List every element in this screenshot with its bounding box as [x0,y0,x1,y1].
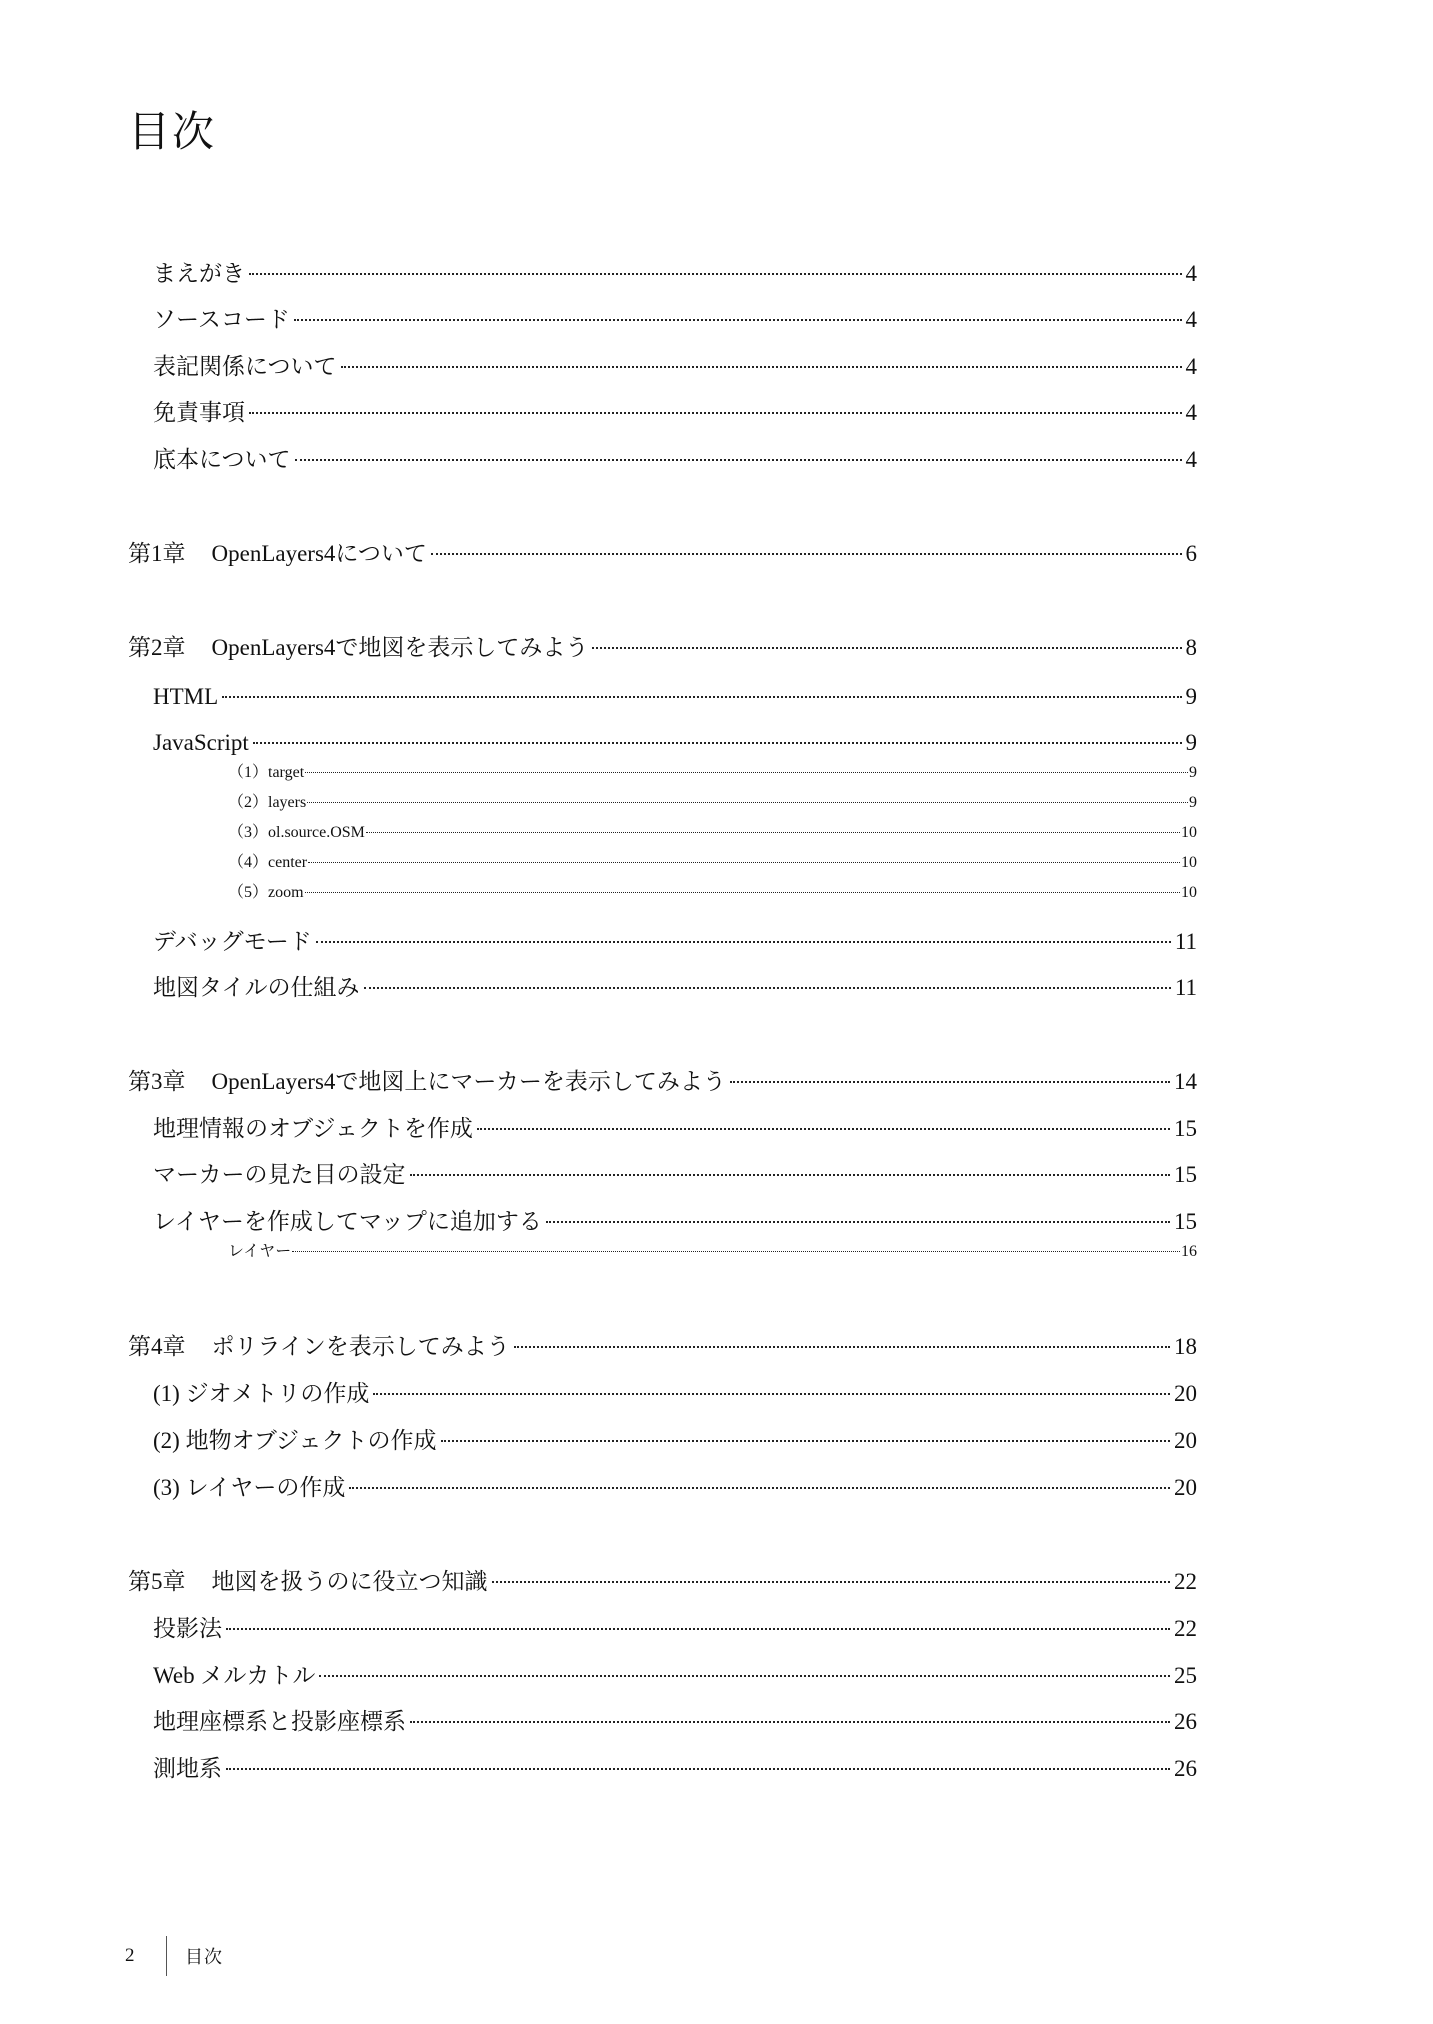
toc-subentry[interactable] [228,885,1197,901]
toc-entry[interactable] [153,731,1197,754]
toc-entry-page: 11 [1174,929,1197,954]
page-footer [125,1936,223,1976]
toc-entry[interactable] [153,1710,1197,1733]
toc-chapter[interactable] [128,1070,1197,1093]
toc-entry-label: (2) 地物オブジェクトの作成 [153,1428,437,1453]
dot-leader [295,459,1182,461]
toc-entry-page: 10 [1181,854,1197,871]
toc-entry-page: 9 [1189,764,1197,781]
dot-leader [492,1581,1171,1583]
toc-entry-label: （1）target [228,764,305,781]
dot-leader [477,1128,1170,1130]
dot-leader [349,1487,1170,1489]
dot-leader [222,696,1181,698]
toc-entry-page: 9 [1185,730,1197,755]
footer-divider [166,1936,167,1976]
toc-entry[interactable] [153,308,1197,331]
toc-entry-page: 15 [1174,1162,1197,1187]
toc-subentry[interactable] [228,855,1197,871]
toc-entry-label: (1) ジオメトリの作成 [153,1381,370,1406]
chapter-title: OpenLayers4で地図上にマーカーを表示してみよう [211,1069,726,1094]
dot-leader [307,802,1188,803]
chapter-number: 第4章 [128,1334,186,1359]
toc-entry-label: JavaScript [153,730,249,755]
dot-leader [364,987,1171,989]
toc-entry-label: ソースコード [153,307,290,332]
dot-leader [410,1174,1170,1176]
toc-entry-page: 15 [1174,1116,1197,1141]
toc-entry-page: 20 [1174,1381,1197,1406]
toc-entry-label: 測地系 [153,1756,222,1781]
toc-entry[interactable] [153,1617,1197,1640]
toc-entry-page: 6 [1185,541,1197,566]
toc-entry-page: 4 [1185,261,1197,286]
dot-leader [305,892,1180,893]
dot-leader [341,366,1182,368]
dot-leader [410,1721,1170,1723]
toc-entry-page: 16 [1181,1243,1197,1260]
dot-leader [292,1251,1180,1252]
dot-leader [226,1768,1170,1770]
toc-entry-label: レイヤーを作成してマップに追加する [153,1209,542,1234]
toc-entry[interactable] [153,1163,1197,1186]
toc-entry-page: 8 [1185,635,1197,660]
toc-entry-label: （5）zoom [228,884,304,901]
chapter-heading [128,1335,510,1358]
toc-entry-label: マーカーの見た目の設定 [153,1162,406,1187]
toc-entry-page: 20 [1174,1475,1197,1500]
footer-page-number: 2 [125,1945,135,1966]
dot-leader [226,1628,1170,1630]
chapter-heading [128,1070,726,1093]
chapter-number: 第3章 [128,1069,186,1094]
toc-subentry[interactable] [228,765,1197,781]
toc-entry-page: 15 [1174,1209,1197,1234]
chapter-title: OpenLayers4について [211,541,427,566]
dot-leader [249,273,1182,275]
toc-entry-label: HTML [153,684,219,709]
toc-entry-page: 26 [1174,1756,1197,1781]
toc-entry-page: 14 [1174,1069,1197,1094]
dot-leader [305,772,1188,773]
toc-entry-page: 10 [1181,824,1197,841]
chapter-title: ポリラインを表示してみよう [211,1334,510,1359]
toc-entry[interactable] [153,685,1197,708]
dot-leader [546,1221,1170,1223]
toc-entry-page: 22 [1174,1569,1197,1594]
toc-entry[interactable] [153,262,1197,285]
toc-entry-page: 22 [1174,1616,1197,1641]
toc-entry[interactable] [153,448,1197,471]
toc-entry-page: 4 [1185,447,1197,472]
toc-subentry[interactable] [228,825,1197,841]
toc-entry-label: 表記関係について [153,354,337,379]
toc-chapter[interactable] [128,1570,1197,1593]
toc-entry[interactable] [153,1429,1197,1452]
dot-leader [319,1675,1170,1677]
toc-entry-label: 底本について [153,447,291,472]
toc-subentry[interactable] [228,795,1197,811]
toc-entry[interactable] [153,930,1197,953]
toc-entry-label: レイヤー [228,1243,292,1260]
toc-entry-label: （3）ol.source.OSM [228,824,365,841]
toc-heading: 目次 [128,110,217,156]
toc-entry-label: 投影法 [153,1616,222,1641]
dot-leader [592,647,1181,649]
toc-entry-label: （4）center [228,854,308,871]
dot-leader [366,832,1180,833]
dot-leader [308,862,1180,863]
chapter-number: 第2章 [128,635,186,660]
toc-chapter[interactable] [128,636,1197,659]
toc-entry[interactable] [153,355,1197,378]
toc-entry[interactable] [153,1664,1197,1687]
toc-entry-page: 20 [1174,1428,1197,1453]
toc-entry-label: まえがき [153,261,245,286]
toc-entry[interactable] [153,401,1197,424]
toc-entry[interactable] [153,1476,1197,1499]
toc-entry-label: Web メルカトル [153,1663,316,1688]
dot-leader [441,1440,1171,1442]
chapter-heading [128,636,588,659]
toc-entry-label: 地理情報のオブジェクトを作成 [153,1116,473,1141]
dot-leader [730,1081,1170,1083]
toc-entry[interactable] [153,1757,1197,1780]
toc-entry[interactable] [153,1117,1197,1140]
toc-subentry[interactable] [228,1244,1197,1260]
toc-entry-label: 免責事項 [153,400,245,425]
chapter-heading [128,1570,488,1593]
toc-entry-label: （2）layers [228,794,307,811]
dot-leader [373,1393,1170,1395]
toc-entry-page: 4 [1185,307,1197,332]
chapter-number: 第5章 [128,1569,186,1594]
toc-entry[interactable] [153,976,1197,999]
toc-entry-page: 9 [1189,794,1197,811]
toc-entry-page: 26 [1174,1709,1197,1734]
toc-entry-page: 10 [1181,884,1197,901]
toc-entry-label: 地図タイルの仕組み [153,975,360,1000]
toc-entry-page: 4 [1185,400,1197,425]
toc-entry-label: (3) レイヤーの作成 [153,1475,346,1500]
toc-entry-label: デバッグモード [153,929,312,954]
toc-entry-page: 18 [1174,1334,1197,1359]
chapter-title: OpenLayers4で地図を表示してみよう [211,635,589,660]
toc-chapter[interactable] [128,542,1197,565]
toc-entry-page: 4 [1185,354,1197,379]
chapter-heading [128,542,427,565]
chapter-number: 第1章 [128,541,186,566]
dot-leader [294,319,1182,321]
dot-leader [249,412,1182,414]
dot-leader [514,1346,1170,1348]
toc-entry[interactable] [153,1382,1197,1405]
toc-entry-label: 地理座標系と投影座標系 [153,1709,406,1734]
dot-leader [253,742,1182,744]
chapter-title: 地図を扱うのに役立つ知識 [211,1569,488,1594]
toc-chapter[interactable] [128,1335,1197,1358]
toc-entry-page: 25 [1174,1663,1197,1688]
toc-entry[interactable] [153,1210,1197,1233]
toc-entry-page: 11 [1174,975,1197,1000]
dot-leader [431,553,1182,555]
dot-leader [316,941,1171,943]
footer-running-title: 目次 [185,1947,223,1967]
toc-entry-page: 9 [1185,684,1197,709]
